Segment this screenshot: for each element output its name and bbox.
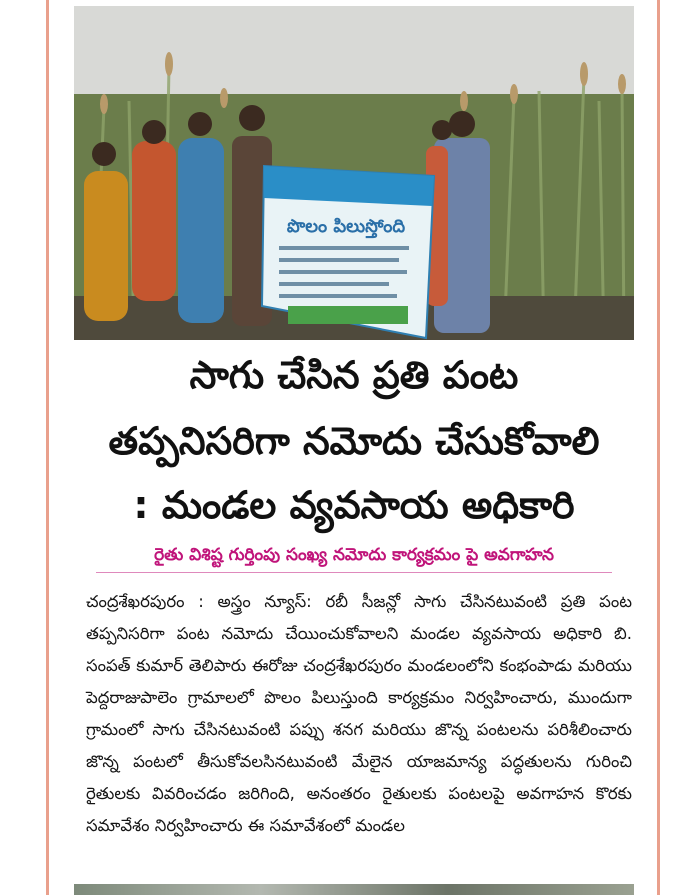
banner-text: పొలం పిలుస్తోంది: [286, 216, 406, 237]
headline-line-1: సాగు చేసిన ప్రతి పంట: [189, 353, 519, 397]
news-photo: [74, 6, 634, 340]
next-photo-strip: [74, 884, 634, 895]
headline-line-3: : మండల వ్యవసాయ అధికారి: [133, 483, 575, 527]
subheadline: రైతు విశిష్ట గుర్తింపు సంఖ్య నమోదు కార్యక్రమం పై అవగాహన: [154, 545, 554, 565]
headline-line-2: తప్పనిసరిగా నమోదు చేసుకోవాలి: [108, 419, 600, 463]
subheadline-underline: [96, 572, 612, 573]
article-body: చంద్రశేఖరపురం : అస్త్రం న్యూస్: రబీ సీజన్లో సాగు చేసినటువంటి ప్రతి పంట తప్పనిసరిగా పంట నమోదు చేయించుకోవాలని మండల వ్యవసాయ అధికారి బి. సంపత్ కుమార్ తెలిపారు ఈరోజు చంద్రశేఖరపురం మండలంలోని కంభంపాడు మరియు పెద్దరాజుపాలెం గ్రామాలలో పొలం పిలుస్తుంది కార్యక్రమం నిర్వహించారు, ముందుగా గ్రామంలో సాగు చేసినటువంటి పప్పు శనగ మరియు జొన్న పంటలను పరిశీలించారు జొన్న పంటలో తీసుకోవలసినటువంటి మేలైన యాజమాన్య పద్ధతులను గురించి రైతులకు వివరించడం జరిగింది, అనంతరం రైతులకు పంటలపై అవగాహన కొరకు సమావేశం నిర్వహించారు ఈ సమావేశంలో మండల: [86, 592, 632, 835]
